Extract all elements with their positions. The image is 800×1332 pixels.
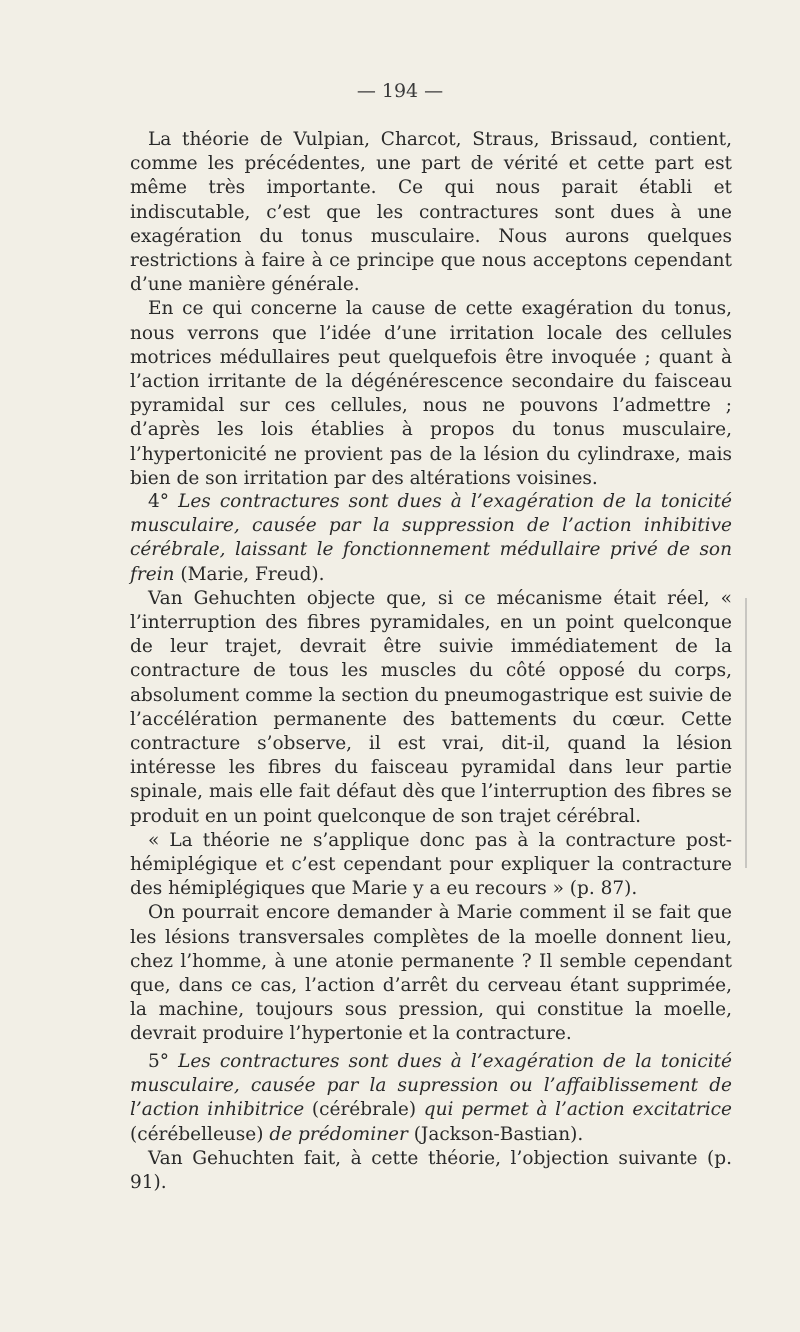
margin-pencil-mark: [745, 598, 747, 868]
page-number: — 194 —: [356, 80, 444, 102]
theory-5-cerebral: (cérébrale): [311, 1099, 417, 1121]
text-section-1: [130, 128, 732, 491]
theory-5-cerebellar: (cérébelleuse): [130, 1123, 264, 1145]
theory-5-number: 5°: [148, 1051, 170, 1072]
theory-4-authors: (Marie, Freud).: [180, 563, 325, 585]
paragraph-van-gehuchten-final: Van Gehuchten fait, à cette théorie, l’objection suivante (p. 91).: [130, 1147, 732, 1194]
text-section-2: [130, 490, 732, 1047]
theory-5-heading: [130, 1050, 732, 1147]
paragraph-tonus-cause: En ce qui concerne la cause de cette exagération du tonus, nous verrons que l’idée d’une irritation locale des cellules motrices médullaires peut quelquefois être invoquée ; quant à l’action irritante de la dégénérescence secondaire du faisceau pyramidal sur ces cellules, nous ne pouvons l’admettre ; d’après les lois établies à propos du tonus musculaire, l’hypertonicité ne provient pas de la lésion du cylindraxe, mais bien de son irritation par des altérations voisines.: [130, 298, 732, 489]
paragraph-vulpian-theory: La théorie de Vulpian, Charcot, Straus, Brissaud, contient, comme les précédentes, une part de vérité et cette part est même très importante. Ce qui nous parait établi et indiscutable, c’est que les contractures sont dues à une exagération du tonus musculaire. Nous aurons quelques restrictions à faire à ce principe que nous acceptons cependant d’une manière générale.: [130, 129, 732, 296]
paragraph-van-gehuchten-objection: Van Gehuchten objecte que, si ce mécanisme était réel, « l’interruption des fibres pyramidales, en un point quelconque de leur trajet, devrait être suivie immédiatement de la contracture de tous les muscles du côté opposé du corps, absolument comme la section du pneumogastrique est suivie de l’accélération permanente des battements du cœur. Cette contracture s’observe, il est vrai, dit-il, quand la lésion intéresse les fibres du faisceau pyramidal dans leur partie spinale, mais elle fait défaut dès que l’interruption des fibres se produit en un point quelconque de son trajet cérébral.: [130, 587, 732, 827]
theory-4-heading: [130, 490, 732, 587]
paragraph-marie-question: On pourrait encore demander à Marie comment il se fait que les lésions transversales complètes de la moelle donnent lieu, chez l’homme, à une atonie permanente ? Il semble cependant que, dans ce cas, l’action d’arrêt du cerveau étant supprimée, la machine, toujours sous pression, qui constitue la moelle, devrait produire l’hypertonie et la contracture.: [130, 902, 732, 1045]
theory-5-statement-part-3: de prédominer: [269, 1123, 408, 1145]
text-section-3: [130, 1050, 732, 1195]
theory-4-number: 4°: [148, 491, 170, 512]
theory-5-statement-part-1: Les contractures sont dues à l’exagération de la tonicité musculaire, causée par la supression ou l’affaiblissement de l’action inhibitrice: [130, 1051, 732, 1121]
theory-5-authors: (Jackson-Bastian).: [413, 1123, 584, 1145]
theory-5-statement-part-2: qui permet à l’action excitatrice: [423, 1099, 732, 1121]
theory-4-statement: Les contractures sont dues à l’exagération de la tonicité musculaire, causée par la suppression de l’action inhibitive cérébrale, laissant le fonctionnement médullaire privé de son frein: [130, 491, 732, 585]
paragraph-theory-quote: « La théorie ne s’applique donc pas à la contracture post-hémiplégique et c’est cependant pour expliquer la contracture des hémiplégiques que Marie y a eu recours » (p. 87).: [130, 829, 732, 900]
